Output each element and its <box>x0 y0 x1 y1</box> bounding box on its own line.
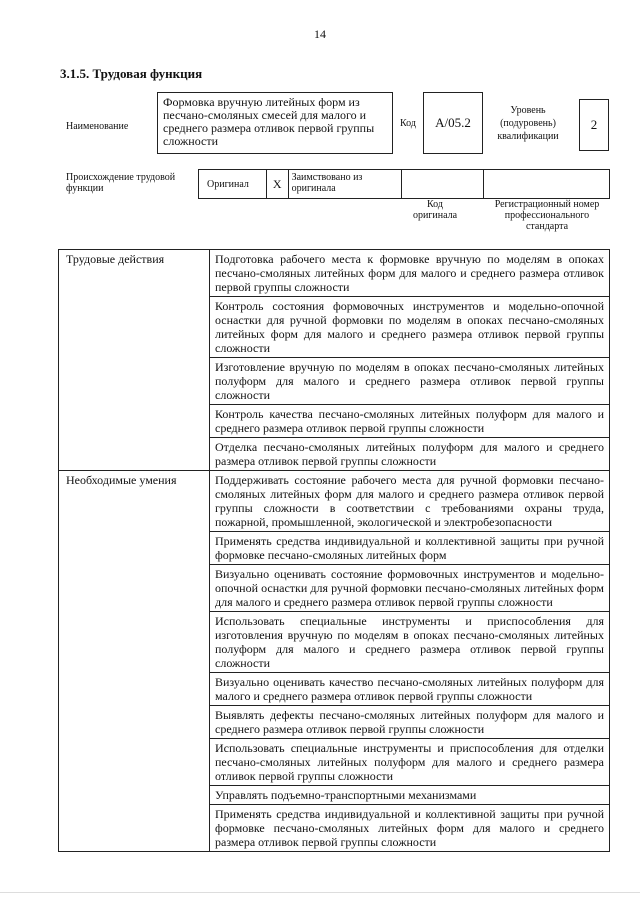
table-row <box>59 250 610 297</box>
origin-label: Происхождение трудовой функции <box>66 172 176 194</box>
labor-action-item: Контроль качества песчано-смоляных литейных полуформ для малого и среднего размера отливок первой группы сложности <box>210 405 610 438</box>
name-label: Наименование <box>66 121 129 132</box>
skill-item: Использовать специальные инструменты и приспособления для изготовления вручную по моделям в опоках песчано-смоляных литейных полуформ для малого и среднего размера отливок первой группы сложности <box>210 612 610 673</box>
skill-item: Поддерживать состояние рабочего места для ручной формовки песчано-смоляных литейных форм для малого и среднего размера отливок первой группы сложности в соответствии с требованиями охраны труда, пожарной, промышленной, экологической и электробезопасности <box>210 471 610 532</box>
labor-action-item: Отделка песчано-смоляных литейных полуформ для малого и среднего размера отливок первой группы сложности <box>210 438 610 471</box>
skill-item: Применять средства индивидуальной и коллективной защиты при ручной формовке песчано-смоляных литейных форм для малого и среднего размера отливок первой группы сложности <box>210 805 610 852</box>
function-name-box: Формовка вручную литейных форм из песчано-смоляных смесей для малого и среднего размера отливок первой группы сложности <box>157 92 393 154</box>
page-number: 14 <box>314 27 326 41</box>
code-label: Код <box>400 118 416 129</box>
skills-label: Необходимые умения <box>59 471 210 852</box>
labor-action-item: Подготовка рабочего места к формовке вручную по моделям в опоках песчано-смоляных литейных форм для малого и среднего размера отливок первой группы сложности <box>210 250 610 297</box>
code-original-label: Код оригинала <box>412 199 458 221</box>
origin-row <box>198 169 610 199</box>
function-table <box>58 249 610 852</box>
qualification-level-label: Уровень (подуровень) квалификации <box>497 105 559 142</box>
original-mark: X <box>267 170 289 198</box>
skill-item: Управлять подъемно-транспортными механизмами <box>210 786 610 805</box>
skill-item: Выявлять дефекты песчано-смоляных литейных полуформ для малого и среднего размера отливок первой группы сложности <box>210 706 610 739</box>
labor-action-item: Изготовление вручную по моделям в опоках песчано-смоляных литейных полуформ для малого и среднего размера отливок первой группы сложности <box>210 358 610 405</box>
original-label: Оригинал <box>199 170 267 198</box>
page-edge-divider <box>0 892 640 893</box>
reg-number-cell <box>484 170 609 198</box>
skill-item: Применять средства индивидуальной и коллективной защиты при ручной формовке песчано-смоляных литейных форм <box>210 532 610 565</box>
code-original-cell <box>402 170 484 198</box>
qualification-level-box: 2 <box>579 99 609 151</box>
skill-item: Визуально оценивать состояние формовочных инструментов и модельно-опочной оснастки для ручной формовки песчано-смоляных литейных форм для малого и среднего размера отливок первой группы сложности <box>210 565 610 612</box>
table-row <box>59 471 610 532</box>
skill-item: Визуально оценивать качество песчано-смоляных литейных полуформ для малого и среднего размера отливок первой группы сложности <box>210 673 610 706</box>
function-code-box: A/05.2 <box>423 92 483 154</box>
skill-item: Использовать специальные инструменты и приспособления для отделки песчано-смоляных литейных полуформ для малого и среднего размера отливок первой группы сложности <box>210 739 610 786</box>
labor-action-item: Контроль состояния формовочных инструментов и модельно-опочной оснастки для ручной формовки по моделям в опоках песчано-смоляных литейных форм для малого и среднего размера отливок первой группы сложности <box>210 297 610 358</box>
reg-number-label: Регистрационный номер профессионального стандарта <box>494 199 600 232</box>
labor-actions-label: Трудовые действия <box>59 250 210 471</box>
borrowed-label: Заимствовано из оригинала <box>289 170 402 198</box>
section-title: 3.1.5. Трудовая функция <box>60 66 203 81</box>
